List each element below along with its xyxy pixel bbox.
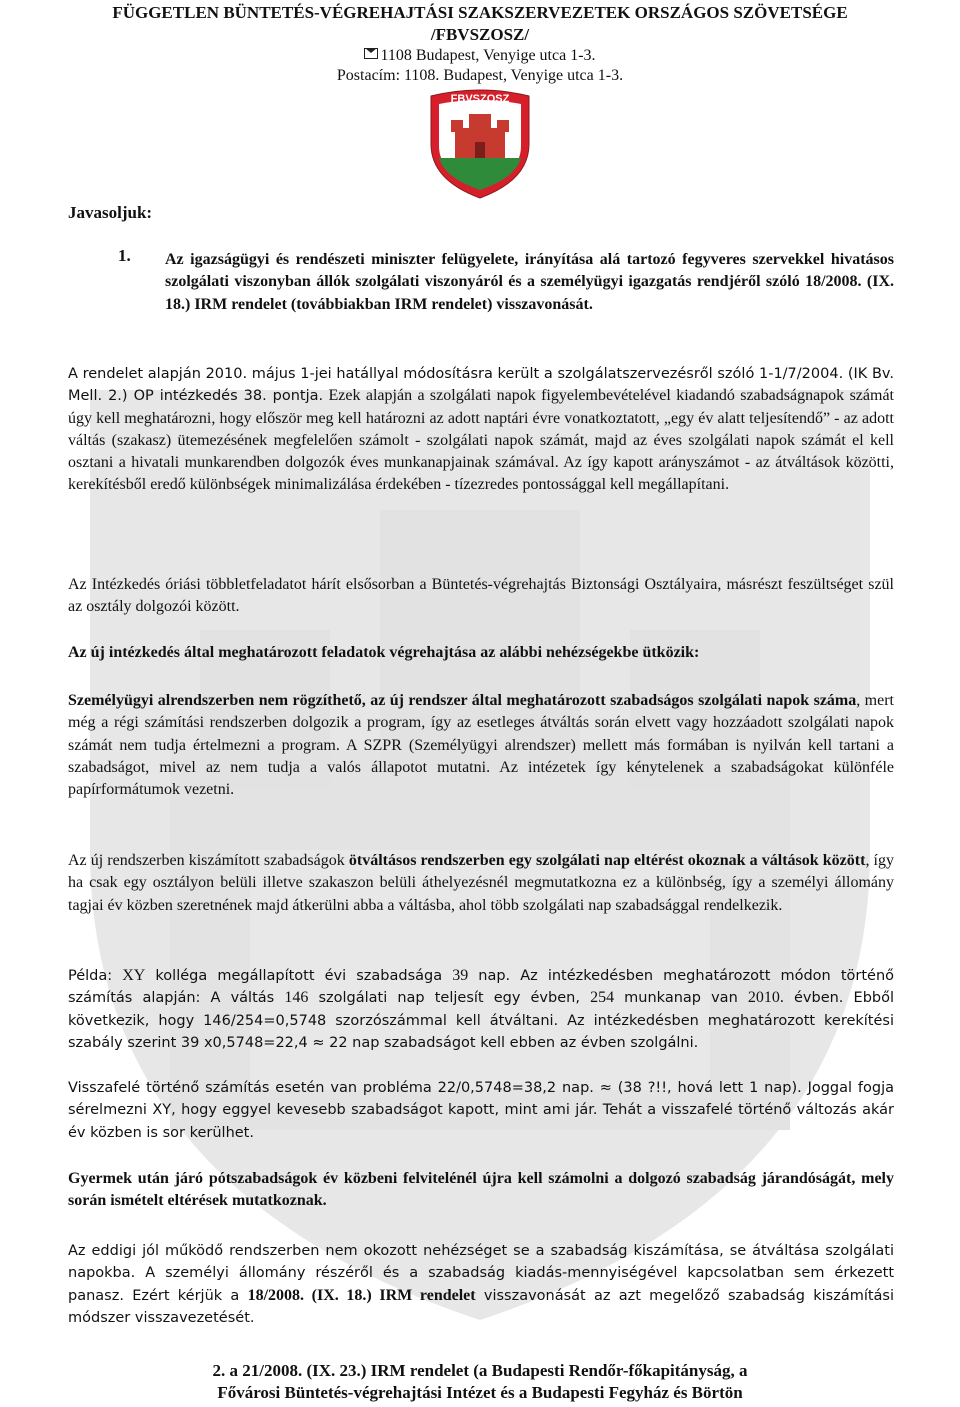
address-text: 1108 Budapest, Venyige utca 1-3.	[380, 47, 596, 64]
item-2-line-1: 2. a 21/2008. (IX. 23.) IRM rendelet (a Budapesti Rendőr-főkapitányság, a	[212, 1361, 748, 1380]
example-days: 39	[452, 967, 469, 984]
organization-abbreviation: /FBVSZOSZ/	[430, 25, 530, 44]
paragraph-extra-workload: Az Intézkedés óriási többletfeladatot hárít elsősorban a Büntetés-végrehajtás Biztonsági Osztályaira, másrészt feszültséget szül az osztály dolgozói között.	[68, 576, 894, 616]
paragraph-shift-bold: ötváltásos rendszerben egy szolgálati nap eltérést okoznak a váltások között	[348, 852, 866, 869]
paragraph-regulation-change	[68, 363, 894, 497]
paragraph-request-rest: visszavonását az azt megelőző szabadság kiszámítási módszer visszavezetését.	[68, 1287, 895, 1326]
paragraph-reverse-calculation: Visszafelé történő számítás esetén van probléma 22/0,5748=38,2 nap. ≈ (38 ?!!, hová lett 1 nap). Joggal fogja sérelmezni XY, hogy eggyel kevesebb szabadságot kapott, mint ami jár. Tehát a visszafelé történő változás akár év közben is sor kerülhet.	[68, 1080, 894, 1141]
organization-name: FÜGGETLEN BÜNTETÉS-VÉGREHAJTÁSI SZAKSZERVEZETEK ORSZÁGOS SZÖVETSÉGE	[112, 3, 848, 22]
paragraph-request	[68, 1240, 894, 1329]
item-2-line-2: Fővárosi Büntetés-végrehajtási Intézet és a Budapesti Fegyház és Börtön	[217, 1383, 743, 1402]
example-text-4: munkanap van	[614, 990, 748, 1007]
paragraph-shift-intro: Az új rendszerben kiszámított szabadságok	[68, 852, 349, 869]
item-number: 1.	[118, 246, 131, 265]
paragraph-regulation-detail: Ezek alapján a szolgálati napok figyelembevételével kiadandó szabadságnapok számát úgy kell meghatározni, hogy először meg kell határozni az adott naptári évre vonatkoztatott, „egy év alatt teljesítendő” - az adott váltás (szakasz) ütemezésének megfelelően számolt - szolgálati napok számát, majd az éves szolgálati napok számát el kell osztani a hivatali munkarendben dolgozók éves munkanapjainak számával. Az így kapott arányszámot - az átváltások közötti, kerekítésből eredő különbségek minimalizálása érdekében - tízezredes pontossággal kell megállapítani.	[68, 387, 894, 494]
paragraph-request-intro: Az eddigi jól működő rendszerben nem okozott nehézséget se a szabadság kiszámítása, se átváltása szolgálati napokba. A személyi állomány részéről és a szabadság kiadás-mennyiségével kapcsolatban sem érkezett panasz. Ezért kérjük a	[68, 1243, 894, 1304]
paragraph-request-bold: 18/2008. (IX. 18.) IRM rendelet	[247, 1286, 476, 1304]
paragraph-shift-difference	[68, 850, 894, 917]
example-text-1: kolléga megállapított évi szabadsága	[145, 968, 453, 984]
postal-address: Postacím: 1108. Budapest, Venyige utca 1-3.	[336, 67, 624, 84]
paragraph-regulation-intro: A rendelet alapján 2010. május 1-jei hatállyal módosításra került a szolgálatszervezésről szóló 1-1/7/2004. (IK Bv. Mell. 2.) OP intézkedés 38. pontja.	[68, 366, 894, 405]
paragraph-example	[68, 965, 894, 1054]
example-text-2: nap. Az intézkedésben meghatározott módon történő számítás alapján: A váltás	[68, 968, 894, 1007]
example-service-days: 146	[284, 989, 309, 1007]
paragraph-shift-rest: , így ha csak egy osztályon belüli illetve szakaszon belüli áthelyezésnél megmutatkozna ez a különbség, így a személyi állomány tagjai év közben szeretnének majd átkerülni abba a váltásba, ahol több szolgálati nap szabadsággal rendelkezik.	[68, 852, 894, 914]
example-year: 2010.	[747, 989, 784, 1007]
address-line	[0, 46, 960, 66]
paragraph-personnel-rest: , mert még a régi számítási rendszerben dolgozik a program, így az esetleges átváltás során elvett vagy hozzáadott szolgálati napok számát nem tudja értelmezni a program. A SZPR (Személyügyi alrendszer) mellett más formában is nyilván kell tartani a szabadságot, mivel az nem tudja a valós állapotot mutatni. Az intézetek így kénytelenek a szabadságokat különféle papírformátumok vezetni.	[68, 692, 894, 799]
logo-text: FBVSZOSZ	[450, 93, 510, 105]
paragraph-difficulties-heading: Az új intézkedés által meghatározott feladatok végrehajtása az alábbi nehézségekbe ütközik:	[68, 644, 700, 661]
example-label: Példa:	[68, 968, 123, 984]
example-text-3: szolgálati nap teljesít egy évben,	[308, 990, 591, 1007]
paragraph-personnel-bold: Személyügyi alrendszerben nem rögzíthető, az új rendszer által meghatározott szabadságos szolgálati napok száma	[68, 692, 857, 709]
item-1-text: Az igazságügyi és rendészeti miniszter felügyelete, irányítása alá tartozó fegyveres szervekkel hivatásos szolgálati viszonyban állók szolgálati viszonyáról és a személyügyi igazgatás rendjéről szóló 18/2008. (IX. 18.) IRM rendelet (továbbiakban IRM rendelet) visszavonását.	[165, 251, 894, 313]
paragraph-personnel-system	[68, 690, 894, 801]
section-heading: Javasoljuk:	[68, 203, 153, 222]
example-workdays: 254	[590, 989, 615, 1007]
example-text-5: évben. Ebből következik, hogy 146/254=0,5748 szorzószámmal kell átváltani. Az intézkedésben meghatározott kerekítési szabály szerint 39 x0,5748=22,4 ≈ 22 nap szabadságot kell ebben az évben szolgálni.	[68, 990, 894, 1051]
envelope-icon	[364, 48, 378, 59]
example-person: XY	[122, 967, 146, 984]
fbvszosz-logo	[425, 88, 535, 200]
paragraph-child-leave: Gyermek után járó pótszabadságok év közbeni felvitelénél újra kell számolni a dolgozó szabadság járandóságát, mely során ismételt eltérések mutatkoznak.	[68, 1170, 894, 1210]
